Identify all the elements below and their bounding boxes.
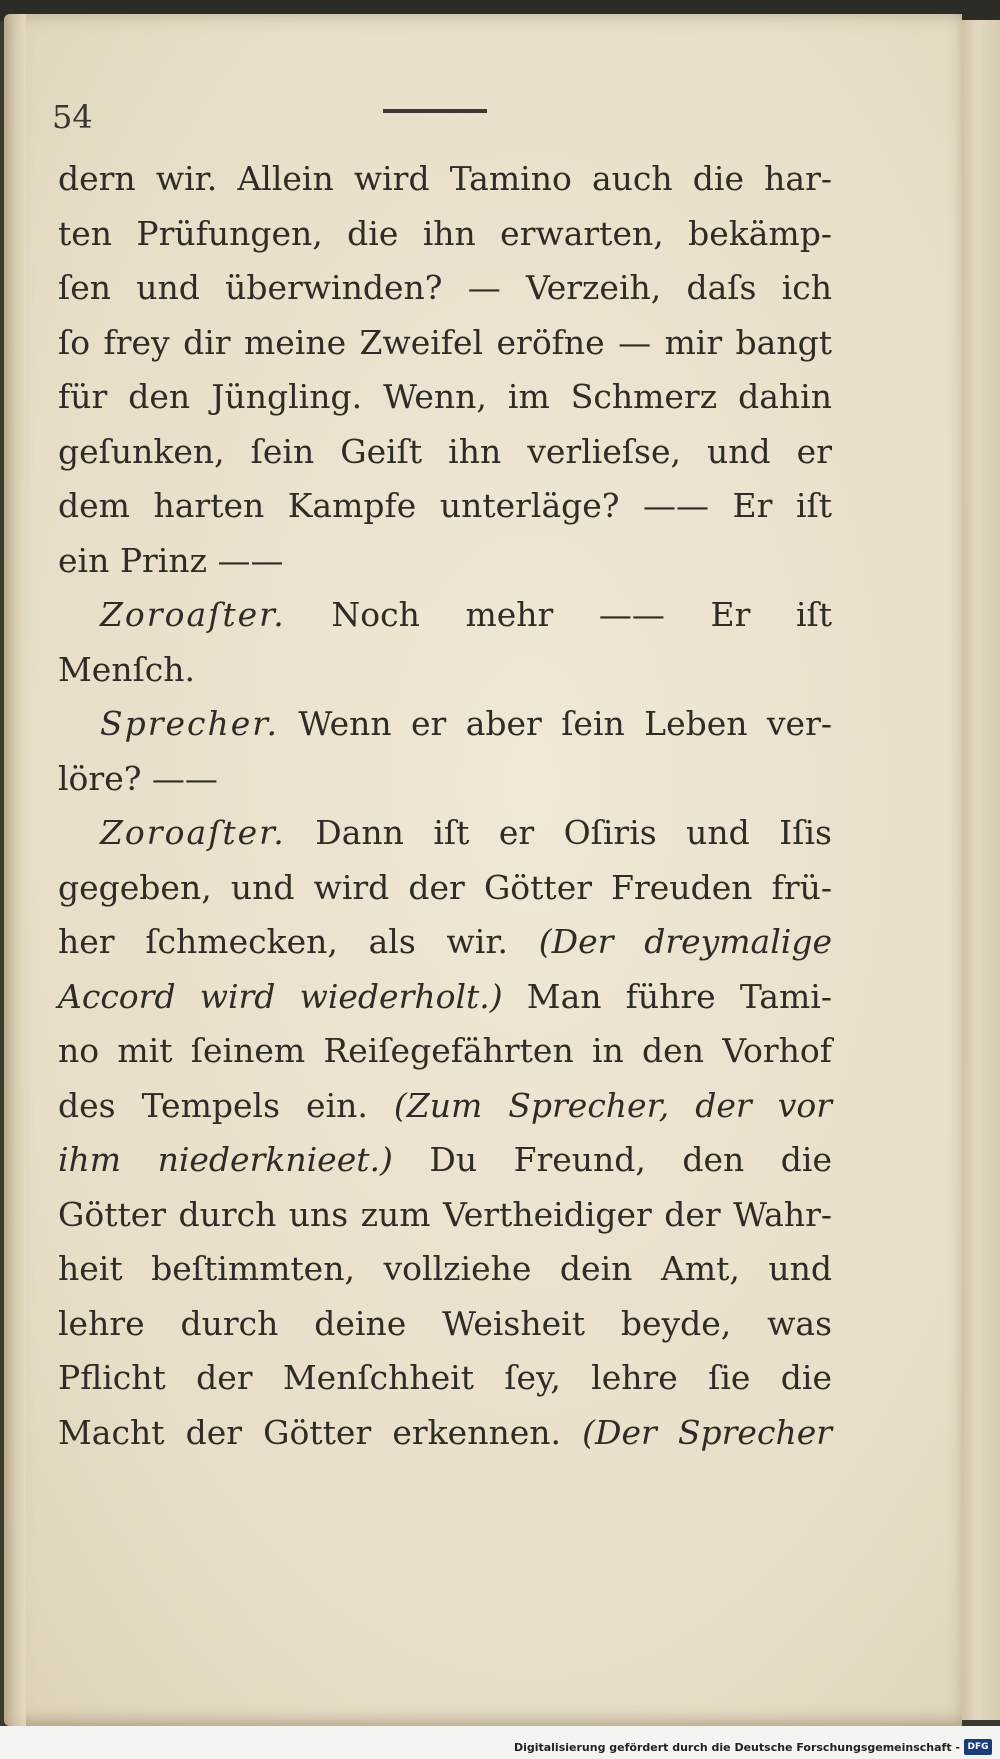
text-line: Menſch. bbox=[58, 649, 196, 689]
text-line: ten Prüfungen, die ihn erwarten, bekämp- bbox=[58, 213, 832, 253]
text-line: Pflicht der Menſchheit ſey, lehre ſie die bbox=[58, 1358, 832, 1397]
speech-line: Zoroaſter. Dann iſt er Oſiris und Iſis bbox=[100, 813, 832, 852]
page-spine-shadow bbox=[4, 14, 26, 1726]
digitization-credit: Digitalisierung gefördert durch die Deutsche Forschungsgemeinschaft - bbox=[513, 1741, 960, 1754]
text-line: ein Prinz —— bbox=[58, 540, 284, 580]
stage-direction: (Zum Sprecher, der vor bbox=[393, 1085, 832, 1125]
text-line: her ſchmecken, als wir. (Der dreymalige bbox=[58, 922, 832, 961]
speech-line: Zoroaſter. Noch mehr —— Er iſt bbox=[100, 595, 832, 634]
text-line: ſo frey dir meine Zweifel eröfne — mir bangt bbox=[58, 322, 832, 362]
speaker-name: Zoroaſter. bbox=[100, 813, 286, 852]
stage-direction: (Der dreymalige bbox=[538, 922, 832, 961]
speech-line: Sprecher. Wenn er aber ſein Leben ver- bbox=[100, 704, 832, 743]
dfg-logo: DFG bbox=[964, 1739, 992, 1755]
text-line: Accord wird wiederholt.) Man führe Tami- bbox=[58, 976, 832, 1016]
page-text bbox=[58, 152, 832, 1460]
text-line: heit beſtimmten, vollziehe dein Amt, und bbox=[58, 1249, 832, 1288]
text-line: Macht der Götter erkennen. (Der Sprecher bbox=[58, 1412, 832, 1452]
text-line: ihm niederknieet.) Du Freund, den die bbox=[58, 1140, 833, 1179]
speaker-name: Sprecher. bbox=[100, 704, 279, 743]
text-line: für den Jüngling. Wenn, im Schmerz dahin bbox=[58, 377, 832, 416]
page-number: 54 bbox=[52, 98, 93, 136]
text-line: gegeben, und wird der Götter Freuden frü- bbox=[58, 867, 832, 907]
text-line: löre? —— bbox=[58, 758, 218, 798]
text-line: dern wir. Allein wird Tamino auch die har- bbox=[58, 159, 832, 198]
speaker-name: Zoroaſter. bbox=[100, 595, 286, 634]
text-line: ſen und überwinden? — Verzeih, daſs ich bbox=[58, 268, 832, 307]
stage-direction: (Der Sprecher bbox=[582, 1412, 832, 1452]
text-line: geſunken, ſein Geiſt ihn verlieſse, und er bbox=[58, 431, 832, 471]
text-line: des Tempels ein. (Zum Sprecher, der vor bbox=[58, 1085, 832, 1125]
header-rule bbox=[383, 109, 487, 113]
text-line: Götter durch uns zum Vertheidiger der Wahr- bbox=[58, 1194, 832, 1234]
text-line: lehre durch deine Weisheit beyde, was bbox=[58, 1303, 832, 1343]
stage-direction: Accord wird wiederholt.) bbox=[58, 976, 503, 1016]
stage-direction: ihm niederknieet.) bbox=[58, 1140, 393, 1179]
next-page-edge bbox=[960, 20, 1000, 1720]
text-line: no mit ſeinem Reiſegefährten in den Vorhof bbox=[58, 1031, 832, 1070]
text-line: dem harten Kampfe unterläge? —— Er iſt bbox=[58, 486, 832, 525]
